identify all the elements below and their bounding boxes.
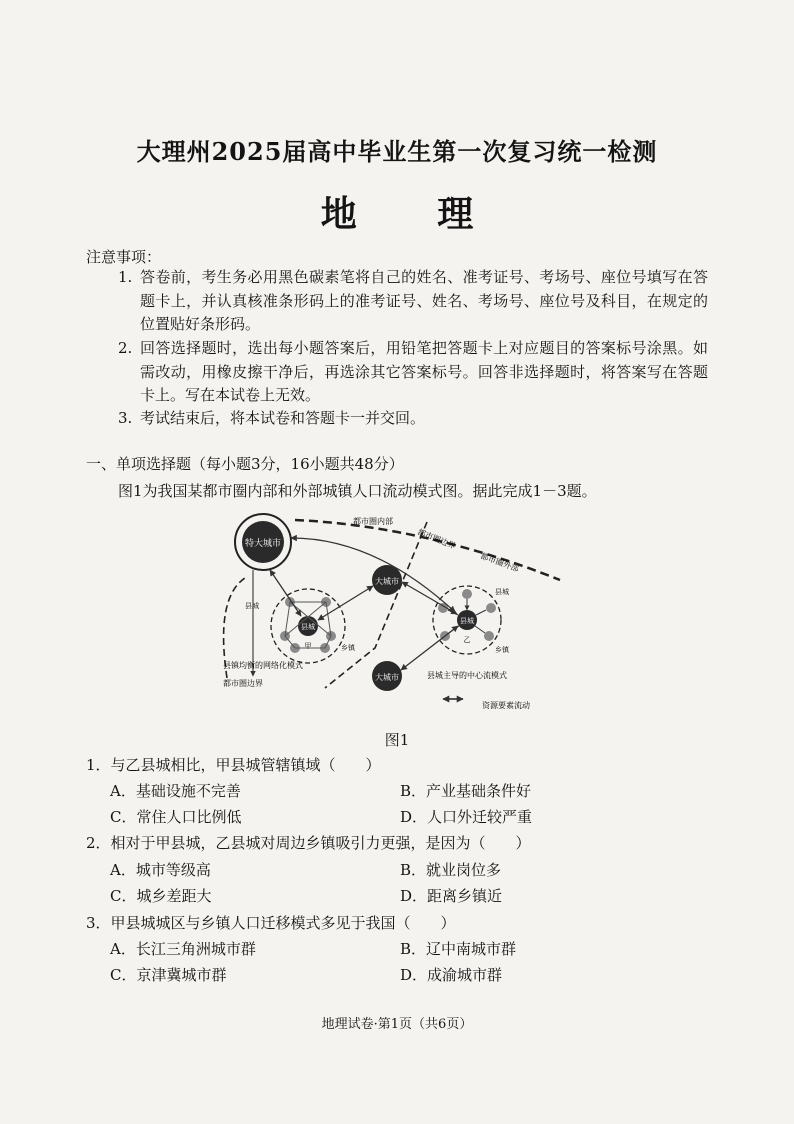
question-3-option-a: A．长江三角洲城市群 xyxy=(110,940,256,958)
section-heading: 一、单项选择题（每小题3分，16小题共48分） xyxy=(86,455,404,473)
question-3-option-c: C．京津冀城市群 xyxy=(110,966,227,984)
network-mode-label: 县镇均衡的网络化模式 xyxy=(223,661,303,670)
population-flow-diagram xyxy=(205,508,565,723)
page-footer: 地理试卷·第1页（共6页） xyxy=(321,1017,473,1032)
central-mode-label: 县城主导的中心流模式 xyxy=(427,671,507,680)
county-b-yi: 乙 xyxy=(463,636,471,644)
county-a-side-label: 县城 xyxy=(245,602,259,610)
big-city-label: 大城市 xyxy=(375,577,399,586)
big-city-label: 大城市 xyxy=(375,673,399,682)
section-intro: 图1为我国某都市圈内部和外部城镇人口流动模式图。据此完成1－3题。 xyxy=(118,482,597,500)
megacity-label: 特大城市 xyxy=(244,539,282,549)
county-b-side-label: 县城 xyxy=(495,588,509,596)
boundary-bottom-label: 都市圈边界 xyxy=(223,679,263,688)
question-3-stem: 3．甲县城城区与乡镇人口迁移模式多见于我国（ ） xyxy=(86,914,456,932)
question-1-option-b: B．产业基础条件好 xyxy=(400,782,532,800)
county-a-label: 县城 xyxy=(301,623,315,631)
township-b-label: 乡镇 xyxy=(495,646,509,654)
township-b-node xyxy=(486,603,496,613)
question-2-option-b: B．就业岗位多 xyxy=(400,861,502,879)
legend-flow-label: 资源要素流动 xyxy=(482,701,530,710)
question-1-option-c: C．常住人口比例低 xyxy=(110,808,242,826)
notice-heading: 注意事项： xyxy=(86,248,162,266)
flow-bigcity2-county-b xyxy=(401,626,458,670)
metro-boundary-inner-line xyxy=(325,522,427,688)
boundary-top-label: 都市圈边界 xyxy=(416,527,457,551)
flow-bigcity-county-b xyxy=(402,582,457,614)
exam-title: 大理州2025届高中毕业生第一次复习统一检测 xyxy=(136,137,658,166)
notice-item-number: 3. xyxy=(118,409,133,427)
notice-item-number: 1. xyxy=(118,268,133,286)
figure-caption: 图1 xyxy=(384,731,410,749)
question-2-option-a: A．城市等级高 xyxy=(110,861,211,879)
notice-item-text: 回答选择题时，选出每小题答案后，用铅笔把答题卡上对应题目的答案标号涂黑。如需改动，用橡皮擦干净后，再选涂其它答案标号。回答非选择题时，将答案写在答题卡上。写在本试卷上无效。 xyxy=(140,339,708,404)
subject-title: 地 理 xyxy=(320,193,508,235)
question-1-option-d: D．人口外迁较严重 xyxy=(400,808,533,826)
county-b-label: 县城 xyxy=(460,617,474,625)
question-3-option-d: D．成渝城市群 xyxy=(400,966,503,984)
township-b-node xyxy=(462,589,472,599)
notice-item xyxy=(118,266,708,337)
question-2-option-d: D．距离乡镇近 xyxy=(400,887,503,905)
inner-zone-label: 都市圈内部 xyxy=(353,517,393,526)
question-1-stem: 1．与乙县城相比，甲县城管辖镇域（ ） xyxy=(86,756,381,774)
metro-boundary-line xyxy=(295,520,560,580)
county-a-jia: 甲 xyxy=(304,642,312,650)
notice-item xyxy=(118,337,708,408)
question-1-option-a: A．基础设施不完善 xyxy=(110,782,241,800)
question-2-stem: 2．相对于甲县城，乙县城对周边乡镇吸引力更强，是因为（ ） xyxy=(86,834,531,852)
township-b-node xyxy=(484,631,494,641)
notice-item xyxy=(118,407,708,431)
notice-item-text: 答卷前，考生务必用黑色碳素笔将自己的姓名、准考证号、考场号、座位号填写在答题卡上，并认真核准条形码上的准考证号、姓名、考场号、座位号及科目，在规定的位置贴好条形码。 xyxy=(140,268,708,333)
notice-item-text: 考试结束后，将本试卷和答题卡一并交回。 xyxy=(140,409,426,427)
flow-megacity-county-a xyxy=(270,570,301,616)
township-a-label: 乡镇 xyxy=(341,644,355,652)
question-2-option-c: C．城乡差距大 xyxy=(110,887,212,905)
notice-item-number: 2. xyxy=(118,339,133,357)
question-3-option-b: B．辽中南城市群 xyxy=(400,940,517,958)
outer-zone-label: 都市圈外部 xyxy=(479,551,520,574)
